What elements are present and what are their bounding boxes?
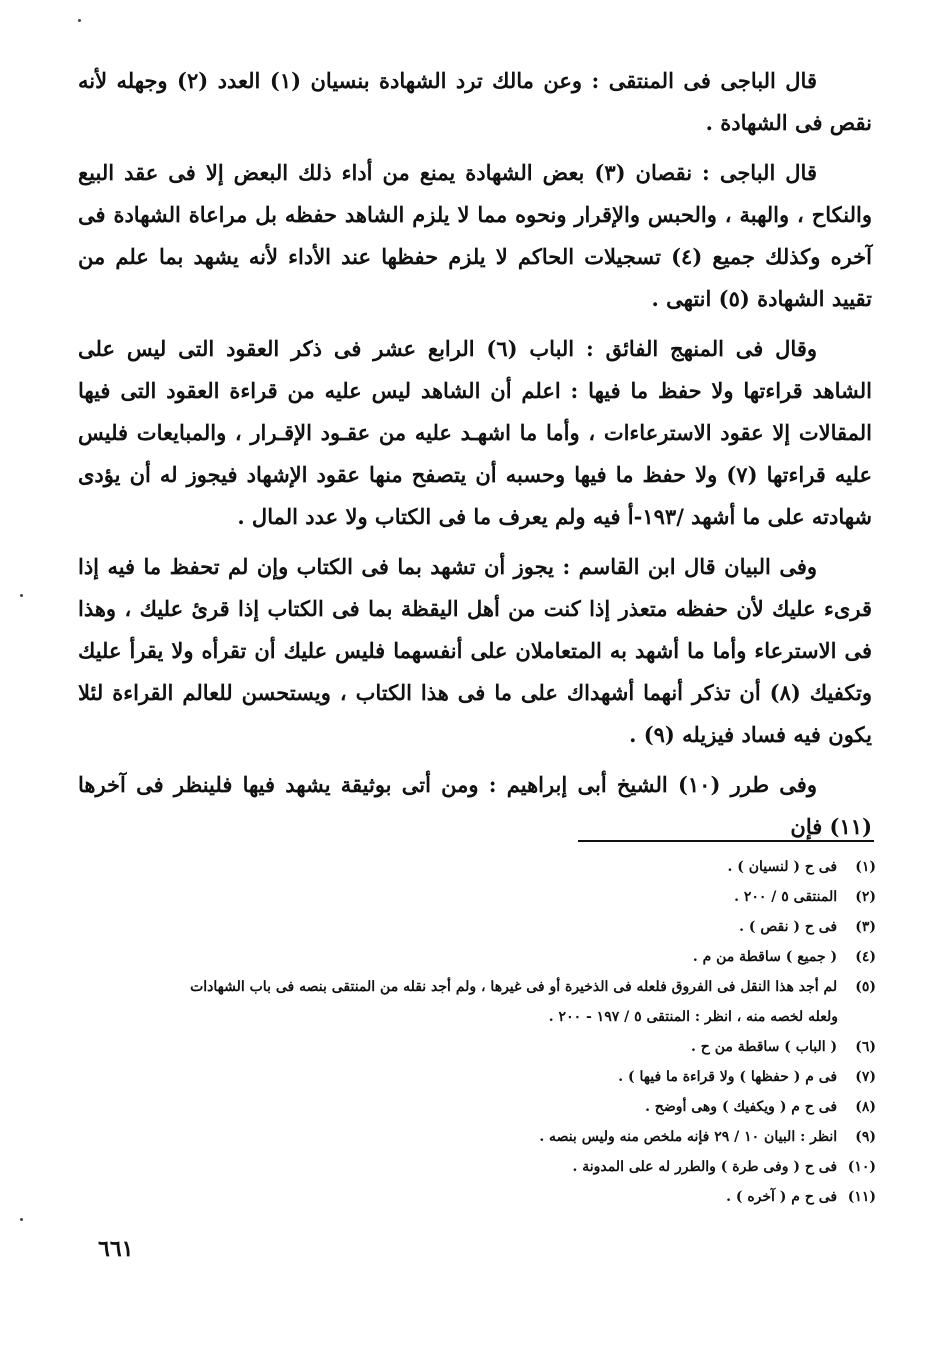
footnote-text: ( جميع ) ساقطة من م . [692, 949, 838, 965]
paragraph-5: وفى طرر (١٠) الشيخ أبى إبراهيم : ومن أتى بوثيقة يشهد فيها فلينظر فى آخرها (١١) فإن [78, 772, 872, 839]
footnote [90, 1062, 876, 1092]
footnote [90, 1122, 876, 1152]
paragraph-4: وفى البيان قال ابن القاسم : يجوز أن تشهد بما فى الكتاب وإن لم تحفظ ما فيه إذا قرىء عليك لأن حفظه متعذر إذا كنت من أهل اليقظة بما فى الكتاب إذا قرئ عليك ، وهذا فى الاسترعاء وأما ما أشهد به المتعاملان على أنفسهما فليس عليك أن تقرأه ولا يقرأ عليك وتكفيك (٨) أن تذكر أنهما أشهداك على ما فى هذا الكتاب ، ويستحسن للعالم القراءة لئلا يكون فيه فساد فيزيله (٩) . [78, 554, 872, 747]
footnote-number: (٢) [855, 889, 876, 905]
footnote [90, 852, 876, 882]
footnote-text: فى ح م ( آخره ) . [726, 1189, 838, 1205]
footnote-number: (٣) [855, 919, 876, 935]
footnote-number: (٤) [855, 949, 876, 965]
footnote-number: (٨) [855, 1099, 876, 1115]
scan-speck [78, 19, 81, 22]
footnote [90, 1092, 876, 1122]
footnotes [90, 852, 876, 1212]
footnote [90, 1152, 876, 1182]
footnote [90, 942, 876, 972]
footnote [90, 912, 876, 942]
footnote-text: فى ح ( نقص ) . [739, 919, 838, 935]
footnote [90, 882, 876, 912]
footnote [90, 1182, 876, 1212]
footnote-number: (١٠) [847, 1159, 876, 1175]
footnote [90, 1032, 876, 1062]
footnote [90, 972, 876, 1002]
footnote-text: فى ح م ( ويكفيك ) وهى أوضح . [645, 1099, 838, 1115]
footnote-number: (١) [855, 859, 876, 875]
footnote-text: فى م ( حفظها ) ولا قراءة ما فيها ) . [618, 1069, 838, 1085]
main-text [78, 60, 872, 856]
footnote-text: لم أجد هذا النقل فى الفروق فلعله فى الذخيرة أو فى غيرها ، ولم أجد نقله من المنتقى بنصه فى باب الشهادات [190, 979, 838, 995]
paragraph-1: قال الباجى فى المنتقى : وعن مالك ترد الشهادة بنسيان (١) العدد (٢) وجهله لأنه نقص فى الشهادة . [78, 68, 872, 135]
footnote-number: (٩) [855, 1129, 876, 1145]
footnote-number: (٦) [855, 1039, 876, 1055]
paragraph-2: قال الباجى : نقصان (٣) بعض الشهادة يمنع من أداء ذلك البعض إلا فى عقد البيع والنكاح ، والهبة ، والحبس والإقرار ونحوه مما لا يلزم الشاهد حفظه بل مراعاة الشهادة فى آخره وكذلك جميع (٤) تسجيلات الحاكم لا يلزم حفظها عند الأداء لأنه يشهد بما علم من تقييد الشهادة (٥) انتهى . [78, 160, 872, 311]
footnote-text: فى ح ( وفى طرة ) والطرر له على المدونة . [572, 1159, 838, 1175]
footnote-text: المنتقى ٥ / ٢٠٠ . [734, 889, 838, 905]
footnote-number: (٧) [855, 1069, 876, 1085]
footnote-text: فى ح ( لنسيان ) . [727, 859, 838, 875]
scan-speck [20, 1218, 23, 1221]
footnote-text: انظر : البيان ١٠ / ٢٩ فإنه ملخص منه وليس بنصه . [539, 1129, 838, 1145]
footnote-number: (٥) [855, 979, 876, 995]
footnote-continuation: ولعله لخصه منه ، انظر : المنتقى ٥ / ١٩٧ - ٢٠٠ . [548, 1009, 838, 1025]
footnote-number: (١١) [847, 1189, 876, 1205]
footnote-text: ( الباب ) ساقطة من ح . [691, 1039, 838, 1055]
page-number: ٦٦١ [98, 1236, 134, 1262]
scan-speck [20, 594, 23, 597]
paragraph-3: وقال فى المنهج الفائق : الباب (٦) الرابع عشر فى ذكر العقود التى ليس على الشاهد قراءتها ولا حفظ ما فيها : اعلم أن الشاهد ليس عليه من قراءة العقود التى فيها المقالات إلا عقود الاسترعاءات ، وأما ما اشهـد عليه من عقـود الإقـرار ، والمبايعات فليس عليه قراءتها (٧) ولا حفظ ما فيها وحسبه أن يتصفح منها عقود الإشهاد فيجوز له أن يؤدى شهادته على ما أشهد /١٩٣-أ فيه ولم يعرف ما فى الكتاب ولا عدد المال . [78, 336, 872, 529]
footnote-separator [578, 840, 874, 842]
